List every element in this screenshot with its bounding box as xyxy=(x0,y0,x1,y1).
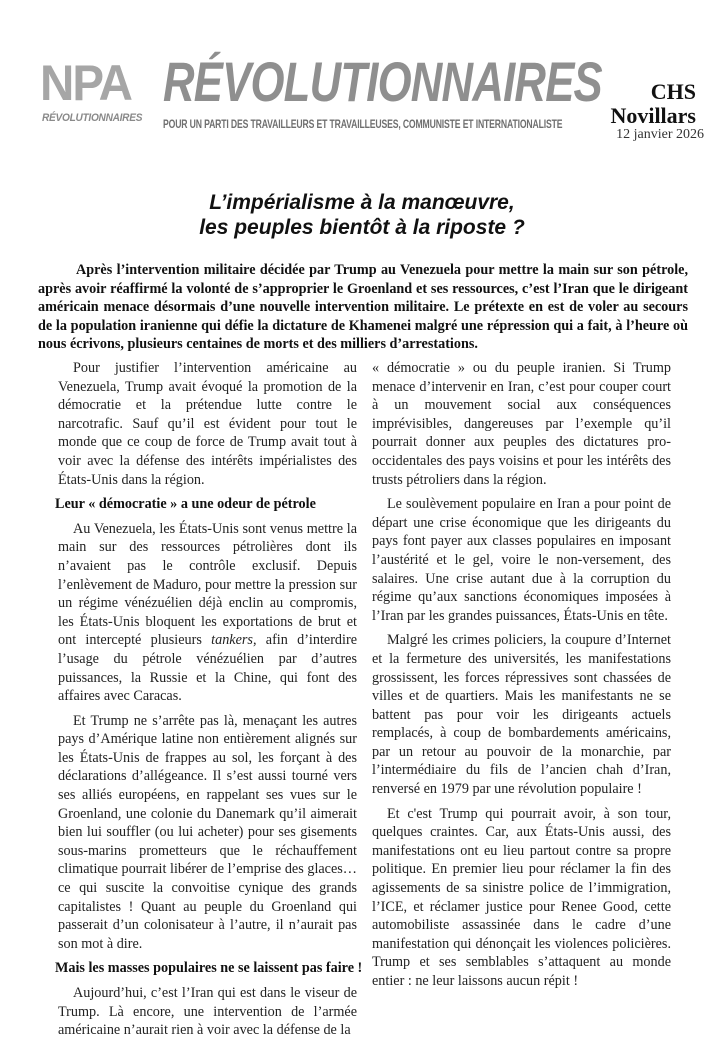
paragraph: Le soulèvement populaire en Iran a pour point de départ une crise économique que les dirigeants du pays font payer aux classes populaires en imposant l’austérité et le gel, voire le non-versement, des salaires. Une crise autant due à la corruption du régime qu’aux sanctions économiques imposées à l’Iran par les grandes puissances, États-Unis en tête. xyxy=(372,496,671,624)
paragraph: Et c'est Trump qui pourrait avoir, à son tour, quelques craintes. Car, aux États-Unis aussi, des manifestations ont eu lieu partout contre sa propre politique. En premier lieu pour réclamer la fin des agissements de sa sinistre police de l’immigration, l’ICE, et réclamer justice pour Renee Good, cette automobiliste assassinée dans le cadre d’une manifestation qui dénonçait les violences policières. Trump et ses semblables s’attaquent au monde entier : ne leur laissons aucun répit ! xyxy=(372,805,671,989)
paragraph: Et Trump ne s’arrête pas là, menaçant les autres pays d’Amérique latine non entièrement alignés sur les États-Unis de frappes au sol, les forçant à des déclarations d’allégeance. Il s’est aussi tourné vers ses alliés européens, en rappelant ses vues sur le Groenland, une colonie du Danemark qu’il aimerait bien lui souffler (ou lui acheter) pour ses gisements sous-marins prometteurs que le réchauffement climatique pourrait libérer de l’emprise des glaces… ce qui suscite la convoitise cynique des grands capitalistes ! Quant au peuple du Groenland qui passerait d’un colonisateur à l’autre, il n’aurait pas son mot à dire. xyxy=(58,712,357,952)
site-name-line1: CHS xyxy=(650,79,696,104)
publication-title: RÉVOLUTIONNAIRES xyxy=(163,50,602,113)
npa-logo xyxy=(40,55,150,128)
section-heading: Mais les masses populaires ne se laissent pas faire ! xyxy=(55,960,363,977)
paragraph xyxy=(58,520,357,706)
site-name-line2: Novillars xyxy=(610,103,696,128)
paragraph: Malgré les crimes policiers, la coupure d’Internet et la fermeture des universités, les manifestations grossissent, les forces répressives sont chassées de villes et de quartiers. Mais les manifestants ne se battent pas pour voir les dirigeants actuels remplacés, à coup de bombardements américains, par un retour au pouvoir de la monarchie, par l’intermédiaire du fils de l’ancien chah d’Iran, renversé en 1979 par une révolution populaire ! xyxy=(372,632,671,798)
paragraph-text: Au Venezuela, les États-Unis sont venus mettre la main sur des ressources pétrolières dont ils n’avaient pas le contrôle exclusif. Depuis l’enlèvement de Maduro, pour mettre la pression sur un régime vénézuélien déjà enclin au compromis, les États-Unis bloquent les exportations de brut et ont intercepté plusieurs xyxy=(58,520,357,649)
headline-line-2: les peuples bientôt à la riposte ? xyxy=(199,216,525,239)
article-headline xyxy=(0,190,724,240)
left-column xyxy=(55,359,363,1046)
section-heading: Leur « démocratie » a une odeur de pétrole xyxy=(55,496,316,513)
npa-logo-main: NPA xyxy=(40,55,132,111)
article-intro: Après l’intervention militaire décidée par Trump au Venezuela pour mettre la main sur son pétrole, après avoir réaffirmé la volonté de s’approprier le Groenland et ses ressources, c’est l’Iran que le dirigeant américain menace désormais d’une nouvelle intervention militaire. Le prétexte en est de voler au secours de la population iranienne qui défie la dictature de Khamenei malgré une répression qui a fait, à l’heure où nous écrivons, plusieurs centaines de morts et des milliers d’arrestations. xyxy=(38,262,688,353)
site-name-block xyxy=(610,80,696,128)
right-column xyxy=(372,359,671,997)
paragraph: « démocratie » ou du peuple iranien. Si Trump menace d’intervenir en Iran, c’est pour couper court à un mouvement social aux conséquences imprévisibles, dangereuses par l’exemple qu’il pourrait donner aux peuples des dictatures pro-occidentales des pays voisins et pour les intérêts des trusts pétroliers dans la région. xyxy=(372,360,671,488)
paragraph-text: , afin d’interdire l’usage du pétrole vénézuélien par d’autres puissances, la Russie et la Chine, qui font des affaires avec Caracas. xyxy=(58,632,357,705)
paragraph: Pour justifier l’intervention américaine au Venezuela, Trump avait évoqué la promotion de la démocratie et la prétendue lutte contre le narcotrafic. Sauf qu’il est évident pour tout le monde que ce coup de force de Trump avait tout à voir avec la défense des intérêts impérialistes des États-Unis dans la région. xyxy=(58,360,357,488)
headline-line-1: L’impérialisme à la manœuvre, xyxy=(209,191,515,214)
italic-term: tankers xyxy=(211,632,253,649)
publication-date: 12 janvier 2026 xyxy=(616,127,704,142)
publication-tagline: POUR UN PARTI DES TRAVAILLEURS ET TRAVAILLEUSES, COMMUNISTE ET INTERNATIONALISTE xyxy=(163,117,563,131)
npa-logo-subtitle: RÉVOLUTIONNAIRES xyxy=(42,112,143,124)
paragraph: Aujourd’hui, c’est l’Iran qui est dans le viseur de Trump. Là encore, une intervention de l’armée américaine n’aurait rien à voir avec la défense de la xyxy=(58,985,357,1039)
